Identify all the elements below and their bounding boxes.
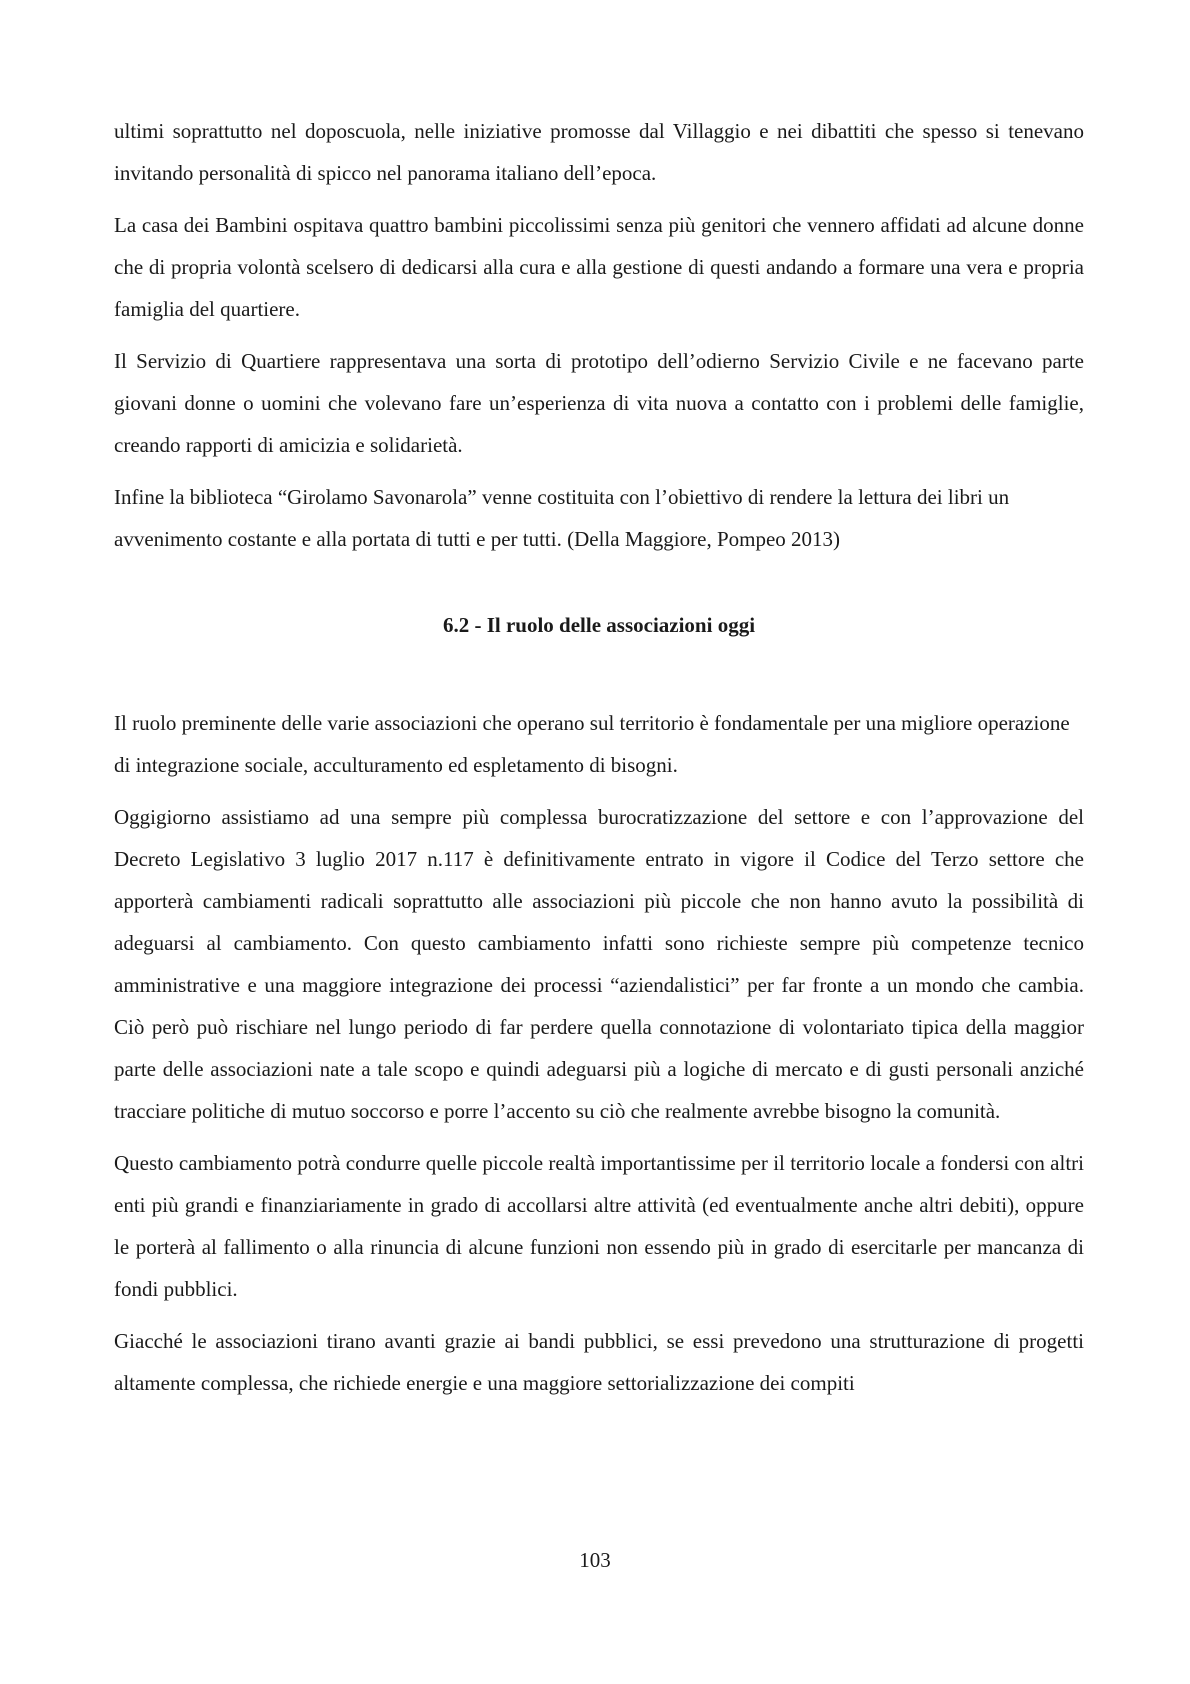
paragraph-cambiamento: Questo cambiamento potrà condurre quelle piccole realtà importantissime per il territorio locale a fondersi con altri enti più grandi e finanziariamente in grado di accollarsi altre attività (ed eventualmente anche altri debiti), oppure le porterà al fallimento o alla rinuncia di alcune funzioni non essendo più in grado di esercitarle per mancanza di fondi pubblici. <box>114 1151 1084 1301</box>
paragraph-doposcuola: ultimi soprattutto nel doposcuola, nelle iniziative promosse dal Villaggio e nei dibattiti che spesso si tenevano invitando personalità di spicco nel panorama italiano dell’epoca. <box>114 119 1084 185</box>
paragraph-servizio-di-quartiere: Il Servizio di Quartiere rappresentava una sorta di prototipo dell’odierno Servizio Civile e ne facevano parte giovani donne o uomini che volevano fare un’esperienza di vita nuova a contatto con i problemi delle famiglie, creando rapporti di amicizia e solidarietà. <box>114 349 1084 457</box>
page-number: 103 <box>579 1548 611 1572</box>
paragraph-burocratizzazione: Oggigiorno assistiamo ad una sempre più complessa burocratizzazione del settore e con l’approvazione del Decreto Legislativo 3 luglio 2017 n.117 è definitivamente entrato in vigore il Codice del Terzo settore che apporterà cambiamenti radicali soprattutto alle associazioni più piccole che non hanno avuto la possibilità di adeguarsi al cambiamento. Con questo cambiamento infatti sono richieste sempre più competenze tecnico amministrative e una maggiore integrazione dei processi “aziendalistici” per far fronte a un mondo che cambia. Ciò però può rischiare nel lungo periodo di far perdere quella connotazione di volontariato tipica della maggior parte delle associazioni nate a tale scopo e quindi adeguarsi più a logiche di mercato e di gusti personali anziché tracciare politiche di mutuo soccorso e porre l’accento su ciò che realmente avrebbe bisogno la comunità. <box>114 805 1084 1123</box>
paragraph-casa-dei-bambini: La casa dei Bambini ospitava quattro bambini piccolissimi senza più genitori che vennero affidati ad alcune donne che di propria volontà scelsero di dedicarsi alla cura e alla gestione di questi andando a formare una vera e propria famiglia del quartiere. <box>114 213 1084 321</box>
document-page <box>114 110 1084 1414</box>
paragraph-biblioteca: Infine la biblioteca “Girolamo Savonarola” venne costituita con l’obiettivo di rendere la lettura dei libri un avvenimento costante e alla portata di tutti e per tutti. (Della Maggiore, Pompeo 2013) <box>114 485 1010 551</box>
paragraph-bandi-pubblici: Giacché le associazioni tirano avanti grazie ai bandi pubblici, se essi prevedono una strutturazione di progetti altamente complessa, che richiede energie e una maggiore settorializzazione dei compiti <box>114 1329 1084 1395</box>
section-heading: 6.2 - Il ruolo delle associazioni oggi <box>442 613 756 637</box>
paragraph-ruolo-preminente: Il ruolo preminente delle varie associazioni che operano sul territorio è fondamentale per una migliore operazione di integrazione sociale, acculturamento ed espletamento di bisogni. <box>114 711 1070 777</box>
